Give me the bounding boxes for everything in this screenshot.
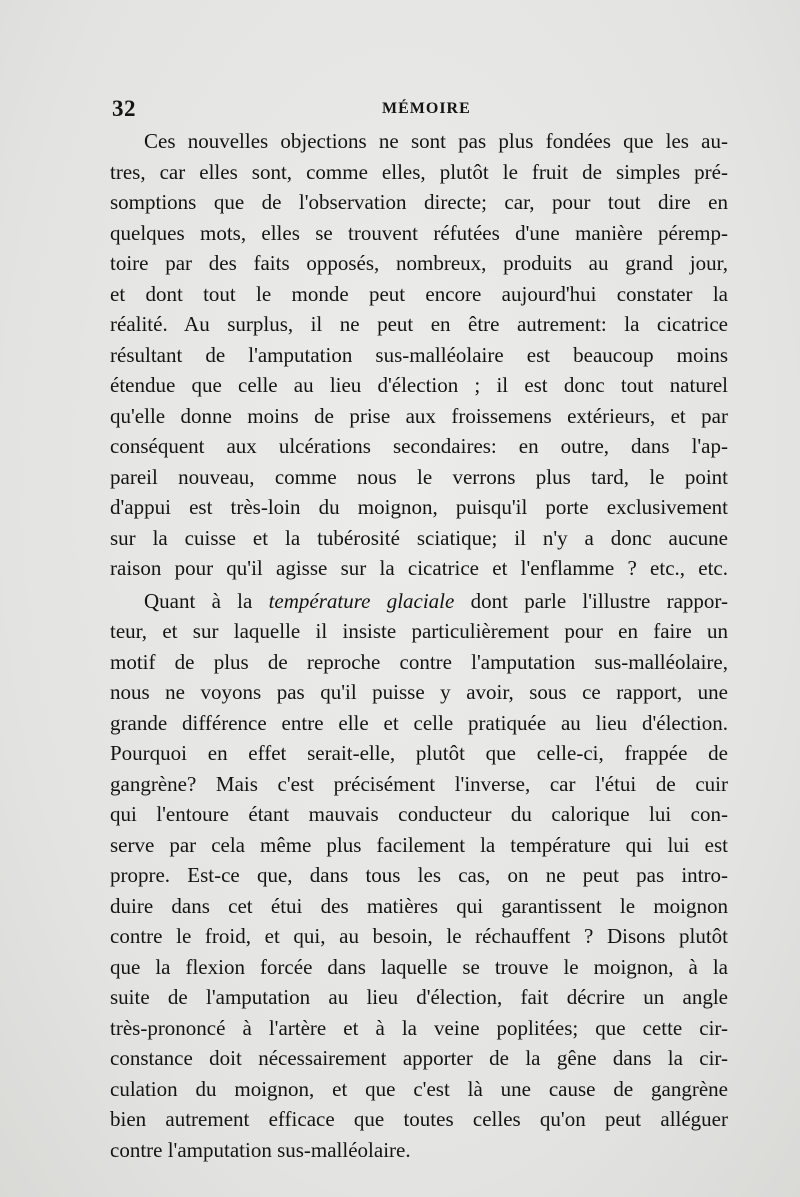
text-run: Quant à la xyxy=(144,588,269,613)
text-line xyxy=(110,586,728,617)
page-number: 32 xyxy=(112,96,136,121)
text-line: somptions que de l'observation directe; car, pour tout dire en xyxy=(110,190,728,214)
text-line: teur, et sur laquelle il insiste particulièrement pour en faire un xyxy=(110,619,728,643)
text-line: d'appui est très-loin du moignon, puisqu'il porte exclusivement xyxy=(110,495,728,519)
text-line: grande différence entre elle et celle pratiquée au lieu d'élection. xyxy=(110,710,728,735)
text-line: tres, car elles sont, comme elles, plutôt le fruit de simples pré- xyxy=(110,159,728,184)
page-header xyxy=(0,96,800,126)
text-line: réalité. Au surplus, il ne peut en être autrement: la cicatrice xyxy=(110,312,728,336)
text-run: dont parle l'illustre rappor- xyxy=(454,588,728,613)
text-line: que la flexion forcée dans laquelle se trouve le moignon, à la xyxy=(110,954,728,979)
text-line: motif de plus de reproche contre l'amputation sus-malléolaire, xyxy=(110,649,728,674)
text-line: quelques mots, elles se trouvent réfutées d'une manière péremp- xyxy=(110,220,728,245)
text-line: conséquent aux ulcérations secondaires: en outre, dans l'ap- xyxy=(110,434,728,458)
text-line: contre l'amputation sus-malléolaire. xyxy=(110,1137,411,1162)
text-line: bien autrement efficace que toutes celles qu'on peut alléguer xyxy=(110,1107,728,1131)
text-line: raison pour qu'il agisse sur la cicatrice et l'enflamme ? etc., etc. xyxy=(110,556,728,580)
text-line: suite de l'amputation au lieu d'élection, fait décrire un angle xyxy=(110,985,728,1009)
text-line: très-prononcé à l'artère et à la veine poplitées; que cette cir- xyxy=(110,1015,728,1040)
text-line: contre le froid, et qui, au besoin, le réchauffent ? Disons plutôt xyxy=(110,924,728,948)
body-text xyxy=(110,126,728,1165)
text-line: qui l'entoure étant mauvais conducteur du calorique lui con- xyxy=(110,802,728,826)
text-line: nous ne voyons pas qu'il puisse y avoir, sous ce rapport, une xyxy=(110,680,728,704)
text-line: et dont tout le monde peut encore aujourd'hui constater la xyxy=(110,281,728,306)
text-line: Pourquoi en effet serait-elle, plutôt que celle-ci, frappée de xyxy=(110,741,728,765)
text-line: constance doit nécessairement apporter de la gêne dans la cir- xyxy=(110,1046,728,1070)
text-line: serve par cela même plus facilement la température qui lui est xyxy=(110,832,728,857)
text-line: propre. Est-ce que, dans tous les cas, on ne peut pas intro- xyxy=(110,863,728,887)
text-line: toire par des faits opposés, nombreux, produits au grand jour, xyxy=(110,251,728,275)
text-line: pareil nouveau, comme nous le verrons plus tard, le point xyxy=(110,464,728,489)
paragraph-1 xyxy=(110,126,728,584)
text-line: résultant de l'amputation sus-malléolaire est beaucoup moins xyxy=(110,342,728,367)
text-line: étendue que celle au lieu d'élection ; il est donc tout naturel xyxy=(110,373,728,397)
text-line: culation du moignon, et que c'est là une cause de gangrène xyxy=(110,1076,728,1101)
text-line: qu'elle donne moins de prise aux froissemens extérieurs, et par xyxy=(110,403,728,428)
running-head: MÉMOIRE xyxy=(382,100,471,117)
text-line: duire dans cet étui des matières qui garantissent le moignon xyxy=(110,893,728,918)
text-line: Ces nouvelles objections ne sont pas plus fondées que les au- xyxy=(144,129,728,153)
text-line: sur la cuisse et la tubérosité sciatique; il n'y a donc aucune xyxy=(110,525,728,550)
italic-phrase: température glaciale xyxy=(268,588,455,613)
text-line: gangrène? Mais c'est précisément l'inverse, car l'étui de cuir xyxy=(110,771,728,796)
paragraph-2 xyxy=(110,586,728,1166)
